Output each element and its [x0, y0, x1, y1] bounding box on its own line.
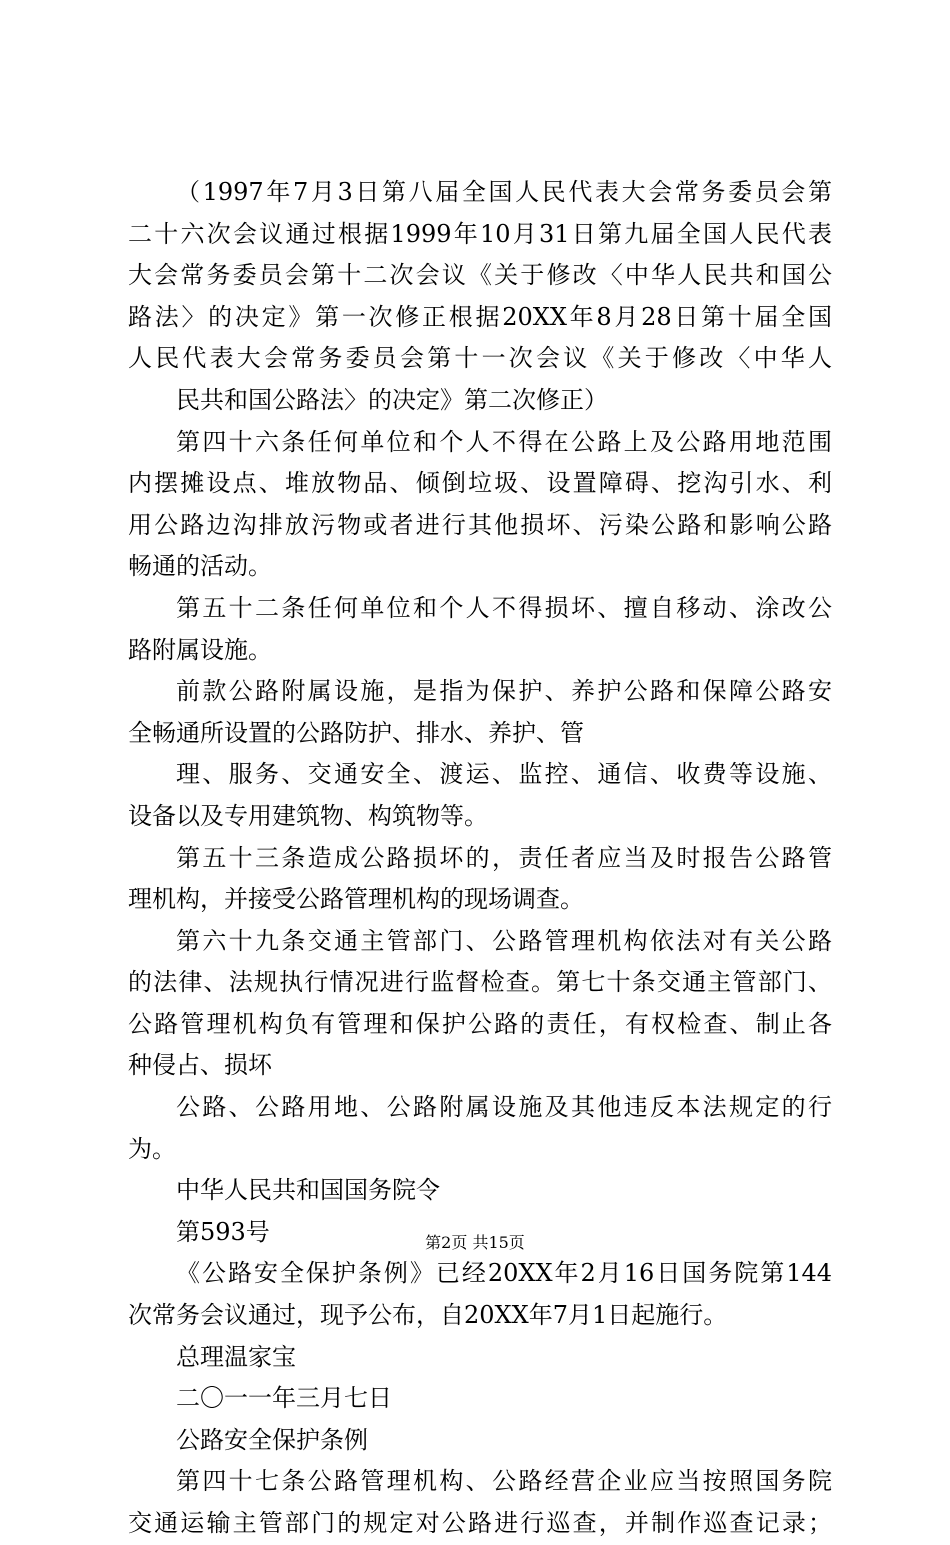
text-line: 第四十六条任何单位和个人不得在公路上及公路用地范围 [176, 427, 832, 456]
text-line: 的法律、法规执行情况进行监督检查。第七十条交通主管部门、 [128, 968, 832, 997]
document-body [128, 172, 832, 1545]
text-line: 用公路边沟排放污物或者进行其他损坏、污染公路和影响公路 [128, 510, 832, 539]
text-line: 理、服务、交通安全、渡运、监控、通信、收费等设施、 [176, 760, 832, 789]
text-line: 中华人民共和国国务院令 [176, 1176, 440, 1205]
text-line: （1997年7月3日第八届全国人民代表大会常务委员会第 [176, 178, 832, 206]
text-line: 次常务会议通过，现予公布，自20XX年7月1日起施行。 [128, 1301, 728, 1330]
text-line: 公路管理机构负有管理和保护公路的责任，有权检查、制止各 [128, 1009, 832, 1038]
text-line: 总理温家宝 [176, 1342, 296, 1371]
text-line: 二〇一一年三月七日 [176, 1384, 392, 1413]
text-line: 前款公路附属设施，是指为保护、养护公路和保障公路安 [176, 677, 832, 706]
text-line: 理机构，并接受公路管理机构的现场调查。 [128, 885, 584, 914]
text-line: 公路、公路用地、公路附属设施及其他违反本法规定的行 [176, 1093, 832, 1122]
text-line: 种侵占、损坏 [128, 1051, 272, 1080]
text-line: 全畅通所设置的公路防护、排水、养护、管 [128, 718, 584, 747]
page-footer: 第2页 共15页 [425, 1233, 525, 1252]
text-line: 交通运输主管部门的规定对公路进行巡查，并制作巡查记录； [128, 1509, 832, 1537]
text-line: 大会常务委员会第十二次会议《关于修改〈中华人民共和国公 [128, 261, 832, 290]
text-line: 民共和国公路法〉的决定》第二次修正） [176, 385, 608, 414]
text-line: 人民代表大会常务委员会第十一次会议《关于修改〈中华人 [128, 344, 832, 373]
text-line: 路附属设施。 [128, 635, 272, 664]
text-line: 畅通的活动。 [128, 552, 272, 581]
text-line: 第四十七条公路管理机构、公路经营企业应当按照国务院 [176, 1467, 832, 1496]
text-line: 第五十二条任何单位和个人不得损坏、擅自移动、涂改公 [176, 593, 832, 622]
text-line: 公路安全保护条例 [176, 1425, 368, 1454]
text-line: 《公路安全保护条例》已经20XX年2月16日国务院第144 [176, 1259, 832, 1288]
text-line: 路法〉的决定》第一次修正根据20XX年8月28日第十届全国 [128, 302, 832, 331]
text-line: 第六十九条交通主管部门、公路管理机构依法对有关公路 [176, 926, 832, 955]
text-line: 设备以及专用建筑物、构筑物等。 [128, 801, 488, 830]
text-line: 第593号 [176, 1217, 270, 1246]
text-line: 第五十三条造成公路损坏的，责任者应当及时报告公路管 [176, 843, 832, 872]
text-line: 二十六次会议通过根据1999年10月31日第九届全国人民代表 [128, 219, 832, 248]
text-line: 内摆摊设点、堆放物品、倾倒垃圾、设置障碍、挖沟引水、利 [128, 469, 832, 498]
text-line: 为。 [128, 1134, 176, 1163]
